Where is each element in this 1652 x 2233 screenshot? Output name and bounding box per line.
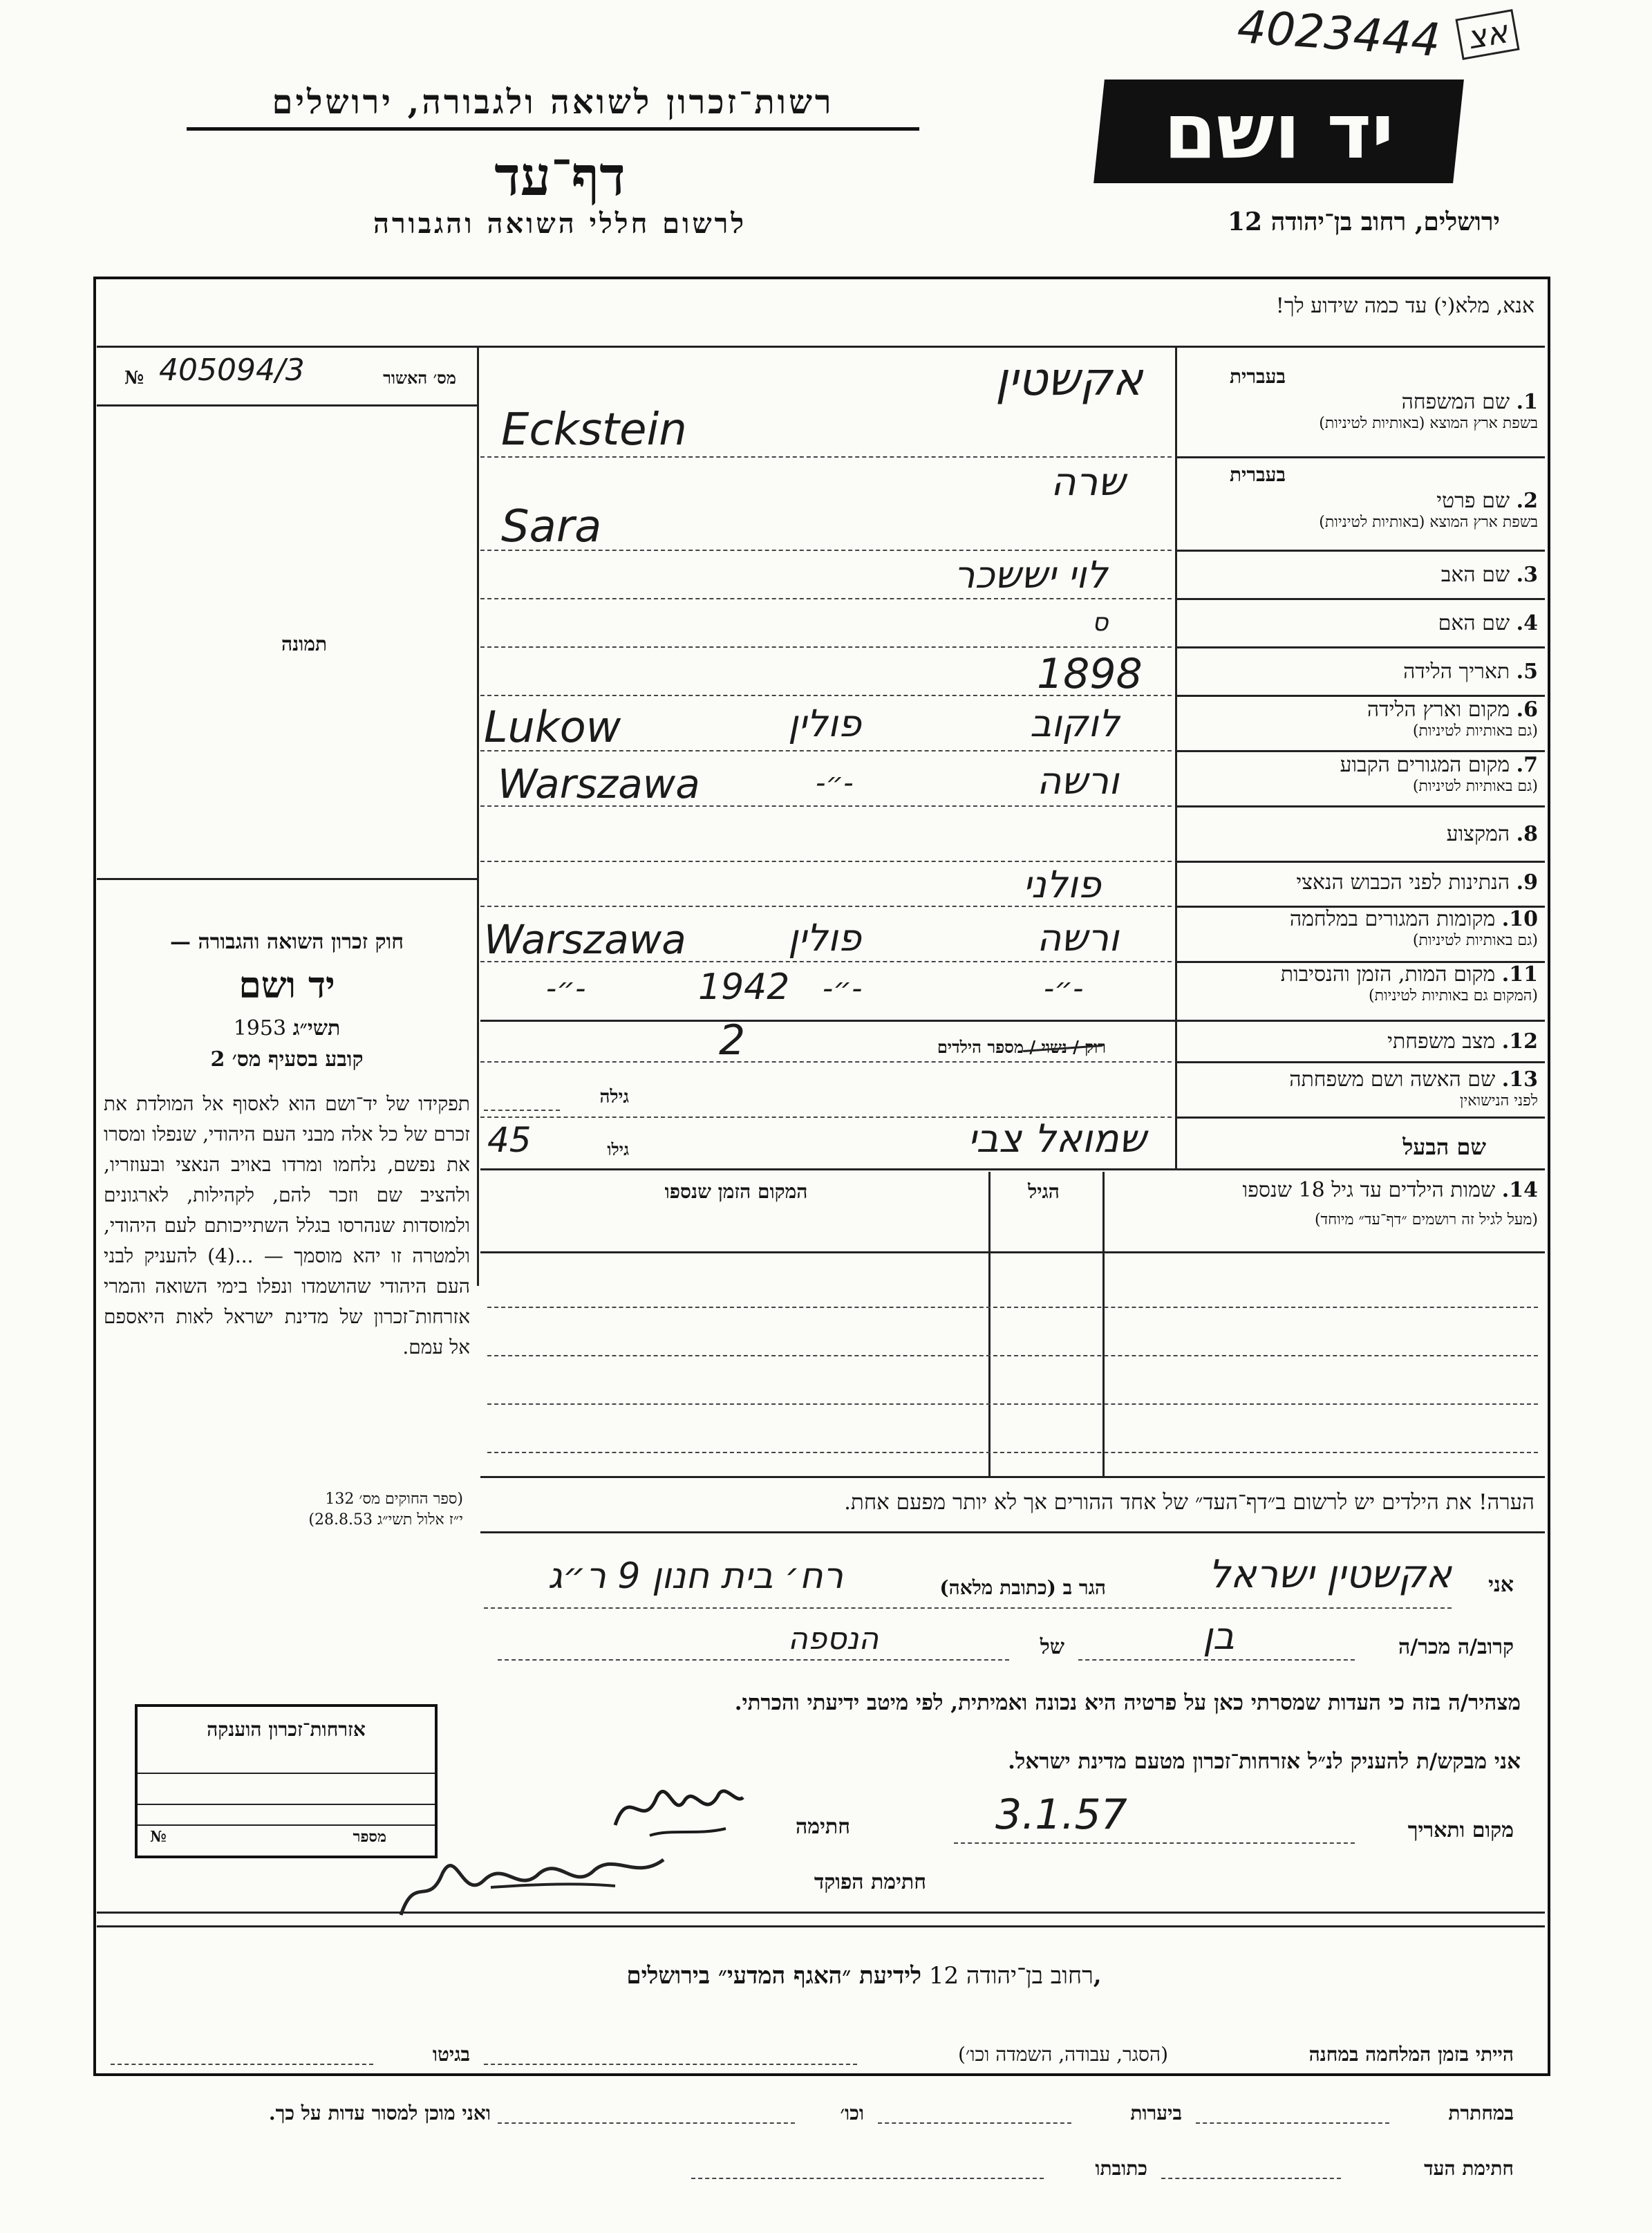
footer-line3-blank-2: [691, 2178, 1044, 2179]
law-text: תפקידו של יד־ושם הוא לאסוף אל המולדת את זכרם של כל אלה מבני העם היהודי, שנפלו ומסרו את נפשם, נלחמו ומרדו באויב הנאצי ובעוזריו, ולהציב שם וזכר להם, לקהילות, לארגונים ולמוסדות שנהרסו בגלל השתייכותם לעם היהודי, ולמטרה זו יהא מוסמך — ...(4) להעניק לבני העם היהודי שהושמדו ונפלו בימי השואה והמרי אזרחות־זכרון של מדינת ישראל לאות היאספם אל עמם.: [104, 1092, 470, 1358]
decl-place-date-label: מקום ותאריך: [1407, 1818, 1514, 1842]
children-row-line-4: [487, 1452, 1538, 1453]
citizenship-title: אזרחות־זכרון הוענקה: [207, 1718, 366, 1741]
form-subtitle: לרשום חללי השואה והגבורה: [373, 207, 747, 240]
citizenship-line-1: [138, 1773, 435, 1774]
form-intro: אנא, מלא(י) עד כמה שידוע לך!: [1275, 294, 1534, 318]
field1-value-heb: אקשטין: [995, 353, 1143, 406]
field11-value-a: -״-: [546, 971, 586, 1005]
registration-prefix: №: [124, 368, 144, 389]
decl-residing-value: רח׳ בית חנון 9 ר״ג: [547, 1555, 843, 1597]
field3-value: לוי יששכר: [954, 553, 1108, 597]
field6-sub: (גם באותיות לטיניות): [1412, 722, 1538, 740]
row-line-5: [1175, 695, 1545, 697]
field13-label: [1179, 1068, 1538, 1110]
footer-address: רחוב בן־יהודה 12: [928, 1962, 1093, 1990]
field11-value-c: -״-: [1044, 971, 1084, 1005]
footer-line2-a: במחתרת: [1448, 2102, 1514, 2124]
law-source-date: י״ז אלול תשי״ג 28.8.53): [308, 1511, 463, 1529]
footer-double-line-b: [97, 1925, 1545, 1927]
field8-label-text: המקצוע: [1446, 822, 1510, 846]
field5-label: [1179, 660, 1538, 684]
footer-line2-blank-3: [498, 2122, 795, 2124]
footer-line2-d: ואני מוכן למסור עדות על כך.: [268, 2102, 491, 2124]
field5-label-text: תאריך הלידה: [1403, 660, 1510, 684]
value-line-4: [480, 646, 1172, 648]
label-column-divider: [1175, 346, 1177, 1168]
authority-name: רשות־זכרון לשואה ולגבורה, ירושלים: [187, 83, 919, 131]
field11-sub: (המקום גם באותיות לטיניות): [1369, 987, 1538, 1005]
law-year-row: [111, 1016, 463, 1040]
citizenship-number-prefix: №: [150, 1828, 167, 1846]
photo-label: תמונה: [281, 633, 328, 655]
header-address: ירושלים, רחוב בן־יהודה 12: [1227, 207, 1500, 236]
footer-double-line-a: [97, 1912, 1545, 1914]
row-line-13: [1175, 1116, 1545, 1119]
field4-label-text: שם האם: [1438, 611, 1510, 635]
registration-cell: [97, 346, 477, 401]
field11-value-year: 1942: [698, 966, 790, 1008]
footer-line1-blank-2: [111, 2064, 373, 2065]
registration-bottom-line: [97, 404, 477, 407]
footer-title-row: [484, 1962, 1244, 1990]
field3-label: [1179, 563, 1538, 588]
footer-line1-b: (הסגר, עבודה, השמדה וכו׳): [957, 2043, 1168, 2066]
archive-mark: אצ: [1455, 9, 1519, 60]
decl-residing-label: הגר ב (כתובת מלאה): [939, 1576, 1106, 1599]
note-top-line: [480, 1476, 1545, 1478]
children-header-name-text: שמות הילדים עד גיל 18 שנספו: [1242, 1178, 1496, 1202]
field2-value-heb: שרה: [1051, 460, 1125, 505]
law-source: (ספר החוקים מס׳ 132: [325, 1491, 463, 1508]
field11-label-text: מקום המות, הזמן והנסיבות: [1280, 962, 1496, 987]
field6-label-text: מקום וארץ הלידה: [1367, 698, 1510, 722]
field2-label: [1179, 489, 1538, 531]
field12-label-text: מצב משפחתי: [1387, 1029, 1496, 1054]
footer-line1-c: בגיטו: [432, 2043, 470, 2066]
field10-label: [1179, 908, 1538, 949]
field10-number: 10.: [1501, 907, 1538, 931]
husband-value: שמואל צבי: [968, 1116, 1147, 1161]
photo-bottom-line: [97, 878, 477, 880]
decl-place-date-line: [954, 1842, 1355, 1844]
decl-relative-value: בן: [1203, 1614, 1235, 1658]
field3-label-text: שם האב: [1440, 563, 1510, 587]
field6-label: [1179, 698, 1538, 740]
value-line-12: [480, 1061, 1172, 1063]
note-bottom-line: [480, 1531, 1545, 1533]
field1-label-text: שם המשפחה: [1401, 390, 1510, 414]
field13-age-line: [484, 1110, 560, 1111]
footer-line2-c: וכו׳: [840, 2102, 864, 2124]
field9-label: [1179, 871, 1538, 895]
field10-sub: (גם באותיות לטיניות): [1412, 931, 1538, 949]
children-row-line-1: [487, 1307, 1538, 1308]
field1-sub: בשפת ארץ המוצא (באותיות לטיניות): [1319, 414, 1538, 432]
law-name: יד ושם: [238, 964, 335, 1007]
footer-line3-b: כתובתו: [1095, 2157, 1147, 2180]
field9-value: פולני: [1023, 863, 1101, 906]
row-line-12: [1175, 1061, 1545, 1063]
left-column-divider: [477, 346, 479, 1286]
note-text: הערה! את הילדים יש לרשום ב״דף־העד״ של אחד ההורים אך לא יותר מפעם אחת.: [844, 1490, 1534, 1515]
field5-number: 5.: [1516, 660, 1538, 684]
law-clause: קובע בסעיף מס׳ 2: [210, 1047, 364, 1072]
field1-value-lat: Eckstein: [501, 404, 687, 456]
husband-age-label: גילו: [607, 1139, 629, 1159]
field1-label: [1179, 391, 1538, 432]
children-col-divider-1: [988, 1172, 991, 1476]
field6-number: 6.: [1516, 698, 1538, 722]
field12-number: 12.: [1501, 1029, 1538, 1054]
footer-line2-b: ביערות: [1130, 2102, 1182, 2124]
field10-country: פולין: [788, 916, 861, 960]
value-line-8: [480, 861, 1172, 862]
decl-i-label: אני: [1488, 1573, 1514, 1597]
children-header-line: [480, 1251, 1545, 1253]
children-col-divider-2: [1102, 1172, 1105, 1476]
field13-age-label: גילה: [599, 1087, 629, 1108]
field12-label: [1179, 1030, 1538, 1054]
children-header-sub: (מעל לגיל זה רושמים ״דף־עד״ מיוחד): [1314, 1211, 1538, 1228]
row-line-2: [1175, 550, 1545, 552]
field10-value-heb: ורשה: [1037, 916, 1119, 960]
citizenship-box: [135, 1704, 438, 1858]
field6-value-lat: Lukow: [484, 702, 621, 752]
row-line-1: [1175, 456, 1545, 458]
field13-number: 13.: [1501, 1067, 1538, 1092]
field7-number: 7.: [1516, 753, 1538, 777]
footer-line2-blank-1: [1196, 2122, 1389, 2124]
field7-value-heb: ורשה: [1037, 759, 1119, 803]
children-header-number: 14.: [1501, 1178, 1538, 1202]
row-line-6: [1175, 750, 1545, 752]
field11-value-b: -״-: [823, 971, 863, 1005]
decl-of-value: הנספה: [788, 1621, 879, 1656]
field11-label: [1179, 963, 1538, 1005]
field12-children-count: 2: [719, 1016, 746, 1065]
footer-title: לידיעת ״האגף המדעי״ בירושלים,: [626, 1962, 1102, 1990]
decl-statement: מצהיר/ה בזה כי העדות שמסרתי כאן על פרטיה היא נכונה ואמיתית, לפי מיטב ידיעתי והכרתי.: [734, 1690, 1521, 1715]
logo-text: יד ושם: [1163, 87, 1394, 176]
children-header-place: המקום הזמן שנספו: [664, 1180, 808, 1203]
field5-value: 1898: [1037, 650, 1143, 698]
law-year: 1953: [233, 1016, 287, 1040]
field8-label: [1179, 823, 1538, 847]
field9-number: 9.: [1516, 870, 1538, 895]
field13-label-text: שם האשה ושם משפחתה: [1289, 1067, 1496, 1092]
field1-heb-tag: בעברית: [1229, 365, 1286, 388]
field7-value-lat: Warszawa: [498, 760, 700, 807]
children-table: [480, 1172, 1545, 1483]
field4-number: 4.: [1516, 611, 1538, 635]
decl-relative-line: [1078, 1659, 1355, 1661]
field7-country: -״-: [816, 767, 854, 799]
field6-value-heb: לוקוב: [1030, 702, 1120, 745]
field2-heb-tag: בעברית: [1229, 463, 1286, 486]
decl-i-value: אקשטין ישראל: [1208, 1552, 1452, 1597]
field6-country: פולין: [788, 702, 861, 745]
citizenship-number-label: מספר: [353, 1828, 386, 1846]
row-line-7: [1175, 805, 1545, 807]
field12-status-options: רוק / נשוי / מספר הילדים: [937, 1037, 1106, 1057]
law-year-heb: תשי״ג: [292, 1016, 341, 1040]
decl-place-date-value: 3.1.57: [995, 1791, 1127, 1839]
children-header-age: הגיל: [1028, 1180, 1060, 1203]
citizenship-line-3: [138, 1824, 435, 1826]
field10-label-text: מקומות המגורים במלחמה: [1289, 907, 1496, 931]
children-row-line-2: [487, 1355, 1538, 1356]
decl-relative-label: קרוב/ה מכר/ה: [1398, 1635, 1514, 1659]
law-title: חוק זכרון השואה והגבורה —: [170, 930, 404, 954]
field7-sub: (גם באותיות לטיניות): [1412, 777, 1538, 795]
row-line-8: [1175, 861, 1545, 863]
decl-request: אני מבקש/ת להעניק לנ״ל אזרחות־זכרון מטעם מדינת ישראל.: [1008, 1749, 1521, 1774]
footer-line1-a: הייתי בזמן המלחמה במחנה: [1308, 2043, 1514, 2066]
field8-number: 8.: [1516, 822, 1538, 846]
footer-line1-blank-1: [484, 2064, 857, 2065]
decl-line-1: [484, 1607, 1452, 1609]
footer-line3-blank-1: [1161, 2178, 1341, 2179]
row-line-4: [1175, 646, 1545, 648]
children-row-line-3: [487, 1403, 1538, 1405]
husband-label: שם הבעל: [1402, 1134, 1486, 1160]
form-title: דף־עד: [494, 145, 626, 208]
decl-of-line: [498, 1659, 1009, 1661]
footer-line2-blank-2: [878, 2122, 1071, 2124]
children-header-name: [1109, 1179, 1538, 1228]
field2-sub: בשפת ארץ המוצא (באותיות לטיניות): [1319, 513, 1538, 531]
value-line-1: [480, 456, 1172, 458]
registration-label: מס׳ האשור: [383, 368, 456, 388]
field2-label-text: שם פרטי: [1436, 489, 1510, 513]
decl-official-sig-label: חתימת הפוקד: [814, 1870, 926, 1894]
footer-line3-a: חתימת העד: [1424, 2157, 1514, 2180]
field2-value-lat: Sara: [501, 501, 602, 552]
field4-label: [1179, 612, 1538, 636]
decl-of-label: של: [1040, 1635, 1064, 1659]
decl-signature-label: חתימה: [796, 1815, 850, 1839]
field7-label: [1179, 754, 1538, 795]
field2-number: 2.: [1516, 489, 1538, 513]
field10-value-lat: Warszawa: [484, 916, 686, 963]
field1-number: 1.: [1516, 390, 1538, 414]
registration-number: 405094/3: [159, 353, 305, 388]
archive-number: 4023444: [1235, 0, 1443, 68]
field11-number: 11.: [1501, 962, 1538, 987]
row-line-3: [1175, 598, 1545, 600]
value-line-3: [480, 598, 1172, 599]
field9-label-text: הנתינות לפני הכבוש הנאצי: [1296, 870, 1510, 895]
field4-value: ס: [1092, 608, 1109, 637]
row-line-14: [480, 1168, 1545, 1170]
husband-age: 45: [487, 1120, 532, 1160]
field7-label-text: מקום המגורים הקבוע: [1340, 753, 1510, 777]
yad-vashem-logo: [1093, 80, 1464, 183]
field3-number: 3.: [1516, 563, 1538, 587]
row-line-11: [480, 1020, 1545, 1022]
field13-sub: לפני הנישואין: [1459, 1092, 1538, 1110]
citizenship-line-2: [138, 1804, 435, 1805]
